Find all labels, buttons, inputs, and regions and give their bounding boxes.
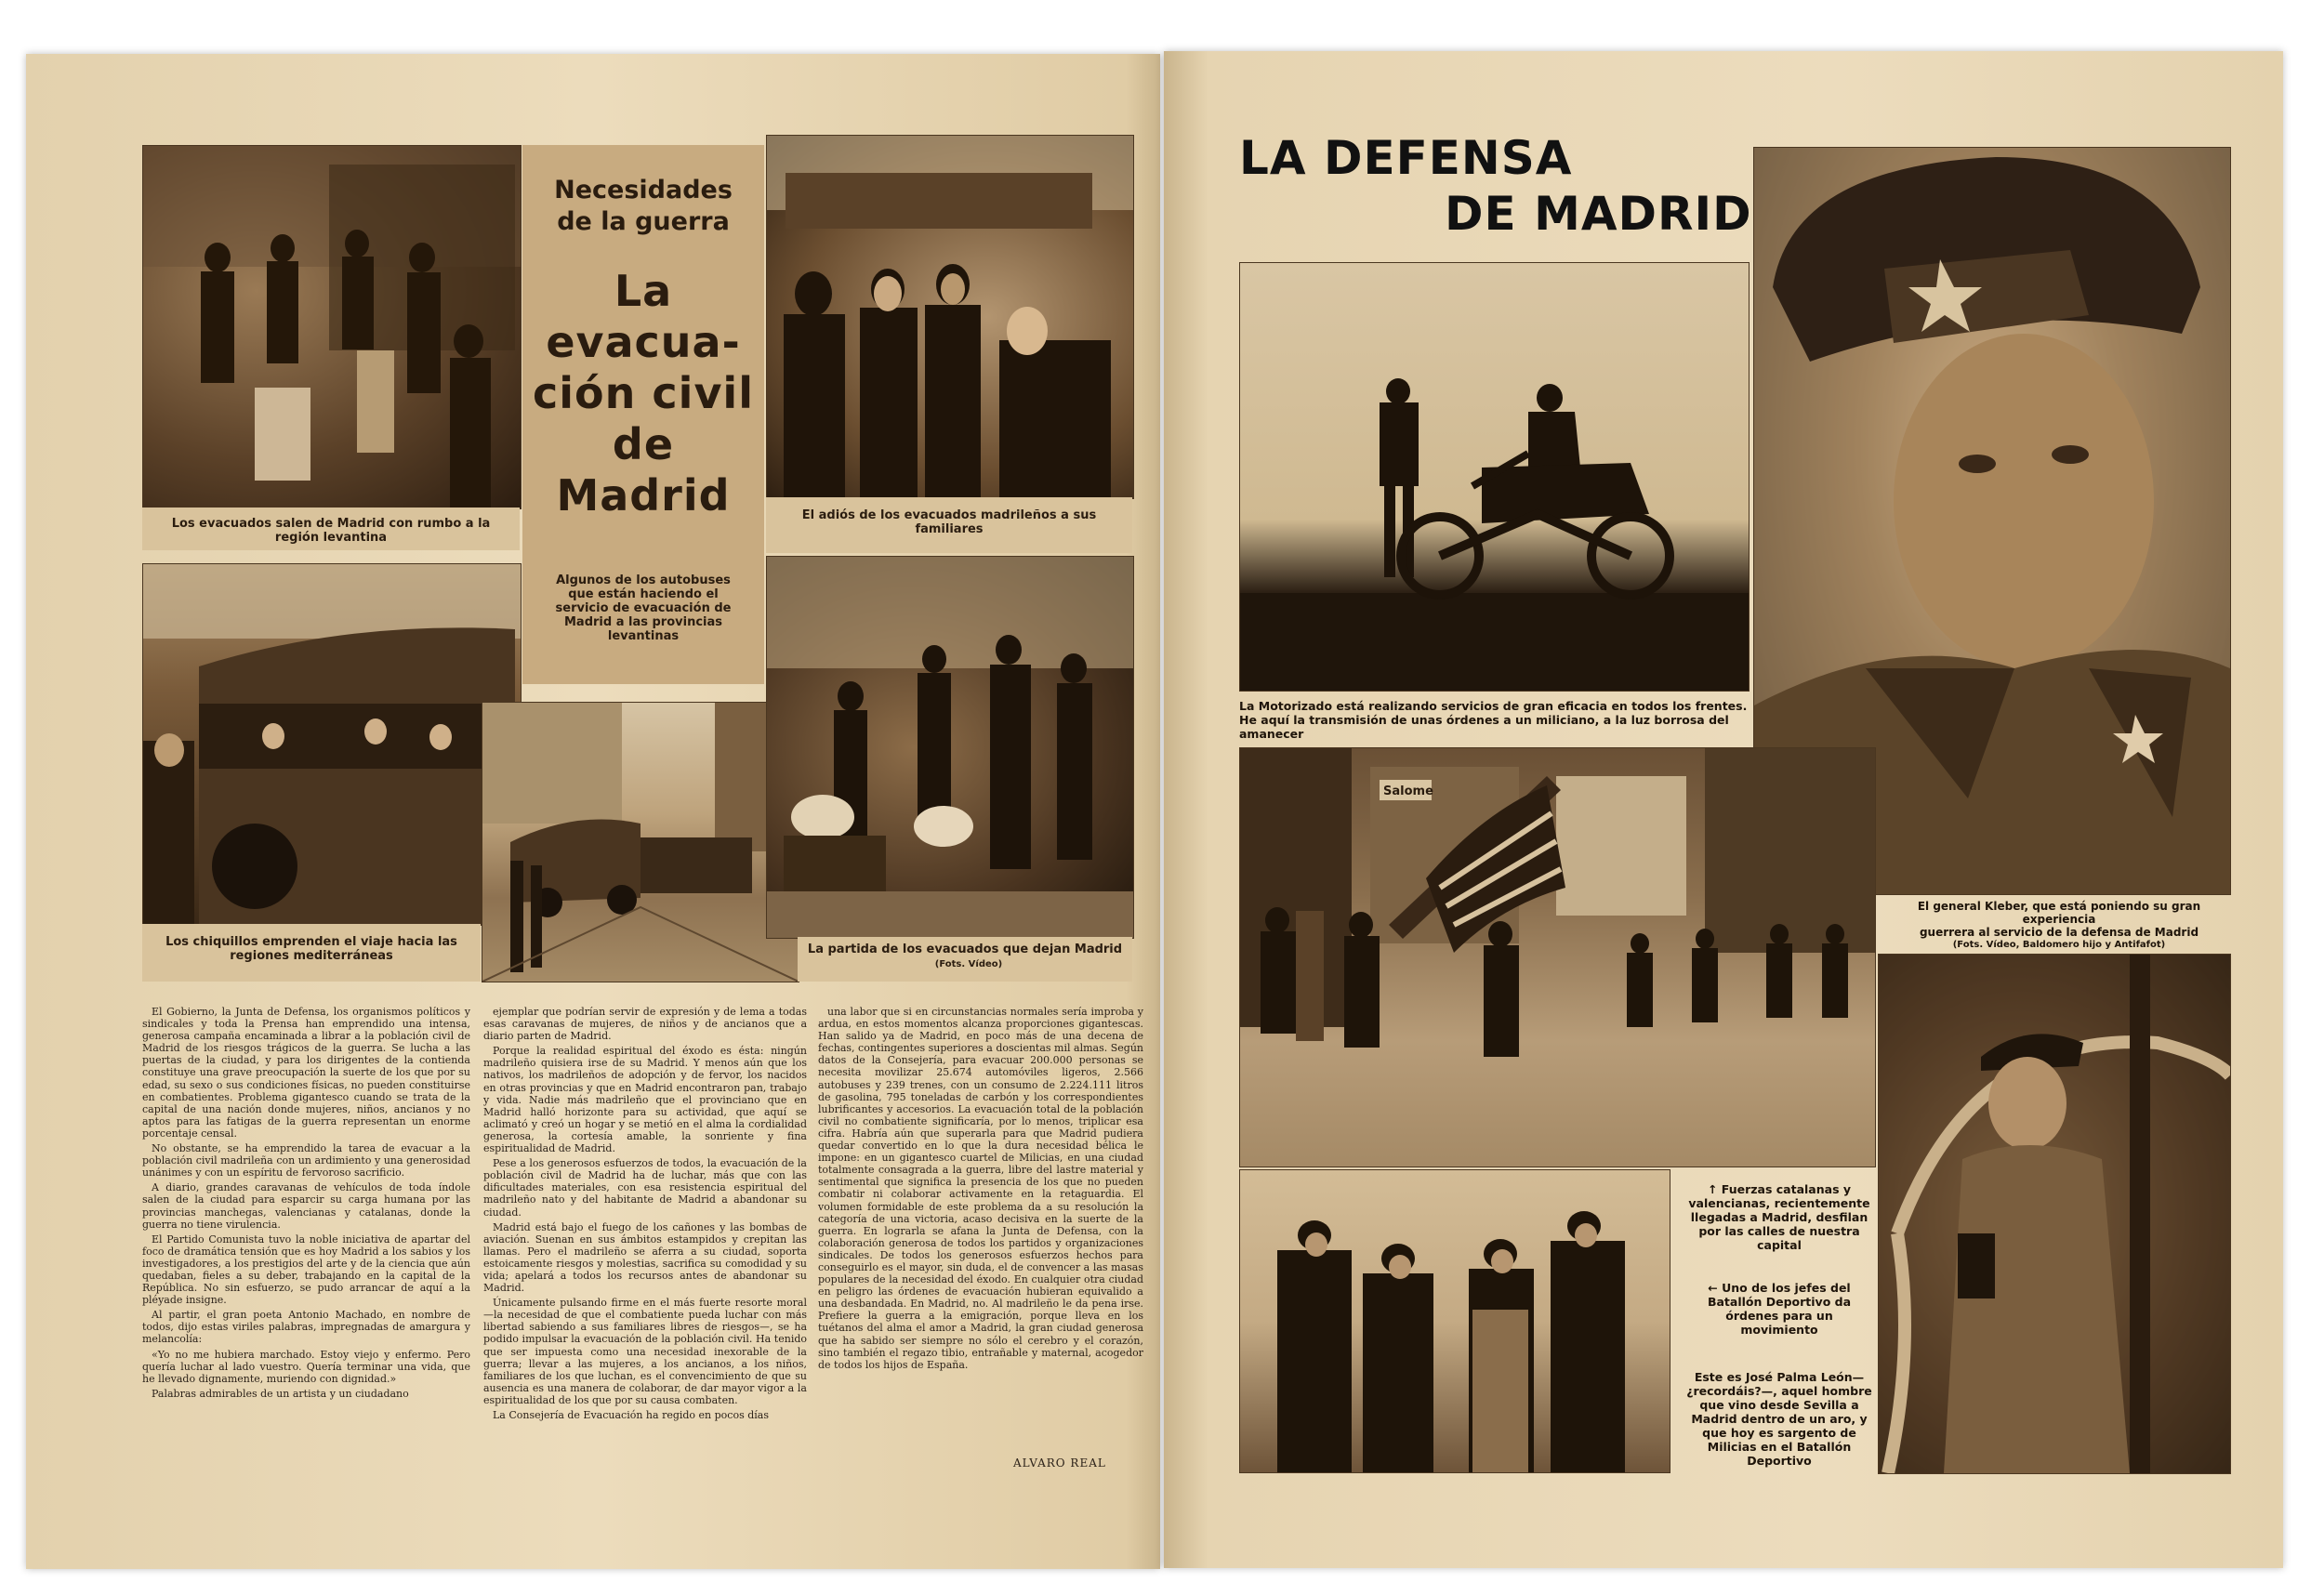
caption-photo5-text: La partida de los evacuados que dejan Madrid — [807, 942, 1123, 956]
article-paragraph: La Consejería de Evacuación ha regido en pocos días — [493, 1409, 769, 1421]
article-paragraph: El Gobierno, la Junta de Defensa, los organismos políticos y sindicales y toda la Prensa han emprendido una intensa, generosa campaña encaminada a librar a la población civil de Madrid de los riesgos trágicos de la guerra. Se lucha a las puertas de la ciudad, y para los dirigentes de la contienda constituye una grave preocupación la suerte de los que por su edad, su sexo o sus condiciones físicas, no pueden constituirse en combatientes. Problema gigantesco cuando se trata de la capital de una nación donde mujeres, niños, ancianos y no aptos para las fatigas de la guerra representan un enorme porcentaje censal. — [142, 1006, 470, 1140]
caption-photo3: Los chiquillos emprenden el viaje hacia las regiones mediterráneas — [142, 924, 481, 982]
article-paragraph: Palabras admirables de un artista y un ciudadano — [152, 1387, 409, 1400]
photo-departure-luggage — [766, 556, 1134, 939]
caption-palma: Este es José Palma León—¿recordáis?—, aquel hombre que vino desde Sevilla a Madrid dentro de un aro, y que hoy es sargento de Milicias en el Batallón Deportivo — [1686, 1370, 1872, 1468]
title-line2: evacua- — [546, 317, 741, 367]
article-paragraph: Al partir, el gran poeta Antonio Machado, en nombre de todos, dijo estas viriles palabras, impregnadas de amargura y melancolía: — [142, 1309, 470, 1346]
kicker-line2: de la guerra — [557, 207, 730, 236]
caption-motorcycle: La Motorizado está realizando servicios de gran eficacia en todos los frentes. He aquí la transmisión de unas órdenes a un miliciano, a la luz borrosa del amanecer — [1239, 699, 1748, 741]
article-paragraph: Pese a los generosos esfuerzos de todos, la evacuación de la población civil de Madrid ha de luchar, más que con las dificultades materiales, con esa resistencia espiritual del madrileño nato y del habitante de Madrid a abandonar su ciudad. — [483, 1157, 807, 1219]
title-line3: ción civil — [533, 368, 754, 418]
caption-kleber-line1: El general Kleber, que está poniendo su gran experiencia — [1917, 900, 2201, 926]
kicker-line1: Necesidades — [554, 176, 733, 204]
arrow-left-icon: ← — [1708, 1281, 1723, 1295]
photo-motorcycle — [1239, 262, 1750, 692]
article-paragraph: ejemplar que podrían servir de expresión y de lema a todas esas caravanas de mujeres, de niños y de ancianos que a diario parten de Madrid. — [483, 1006, 807, 1043]
caption-jefes-text: Uno de los jefes del Batallón Deportivo da órdenes para un movimiento — [1707, 1281, 1852, 1337]
article-paragraph: El Partido Comunista tuvo la noble iniciativa de apartar del foco de dramática tensión que es hoy Madrid a los sabios y los investigadores, a los prestigios del arte y de la ciencia que aún quedaban, fieles a su deber, trabajando en la capital de la República. No sin esfuerzo, se pudo arrancar de aquí a la pléyade insigne. — [142, 1232, 470, 1307]
caption-kleber — [1887, 900, 2231, 952]
caption-fuerzas-text: Fuerzas catalanas y valencianas, recientemente llegadas a Madrid, desfilan por las calles de nuestra capital — [1688, 1182, 1870, 1252]
article-paragraph: Porque la realidad espiritual del éxodo es ésta: ningún madrileño quisiera irse de su Madrid. Y menos aún que los nativos, los madrileños de adopción y de fervor, los nacidos en otras provincias y que en Madrid encontraron pan, trabajo y vida. Nadie más madrileño que el provinciano que en Madrid halló horizonte para su actividad, que aquí se aclimató y creó un hogar y se metió en el alma la cordialidad generosa, la cortesía amable, la sonriente y fina espiritualidad de Madrid. — [483, 1045, 807, 1155]
photo-bus-children — [142, 563, 522, 926]
title-line5: Madrid — [556, 470, 731, 521]
title-line1: La — [614, 266, 673, 316]
photo-palma-leon — [1878, 954, 2231, 1474]
shop-sign-text: Salome — [1383, 784, 1433, 798]
caption-photo1: Los evacuados salen de Madrid con rumbo a la región levantina — [142, 508, 520, 550]
right-title-line1: LA DEFENSA — [1239, 131, 1573, 185]
caption-fuerzas — [1686, 1182, 1872, 1252]
caption-photo5-credit: (Fots. Vídeo) — [934, 959, 1003, 969]
right-title-line2: DE MADRID — [1445, 187, 1752, 241]
article-paragraph: Únicamente pulsando firme en el más fuerte resorte moral—la necesidad de que el combatiente pueda luchar con más libertad sabiendo a sus familiares libres de riesgos—, se ha podido impulsar la evacuación de la población civil. Ha tenido que ser impuesta como una necesidad inexorable de la guerra; llevar a las mujeres, a los ancianos, a los niños, familiares de los que luchan, es el convencimiento de que su ausencia es una manera de colaborar, de dar mayor vigor a la espiritualidad de los que por su causa combaten. — [483, 1297, 807, 1406]
title-line4: de — [612, 419, 675, 469]
caption-kleber-line2: guerrera al servicio de la defensa de Madrid — [1919, 926, 2199, 939]
caption-photo2: El adiós de los evacuados madrileños a sus familiares — [766, 497, 1132, 553]
photo-battalion-chiefs — [1239, 1169, 1670, 1473]
article-paragraph: una labor que si en circunstancias normales sería improba y ardua, en estos momentos alcanza proporciones gigantescas. Han salido ya de Madrid, en poco más de una decena de fechas, contingentes superiores a doscientas mil almas. Según datos de la Consejería, para evacuar 200.000 personas se necesita movilizar 25.674 automóviles ligeros, 2.566 autobuses y 239 trenes, con un consumo de 2.224.111 litros de gasolina, 795 toneladas de carbón y los correspondientes lubrificantes y accesorios. La evacuación total de la población civil no combatiente significaría, por lo menos, triplicar esa cifra. Habría aún que superarla para que Madrid pudiera quedar convertido en lo que la dura necesidad bélica le impone: en un gigantesco cuartel de Milicias, en una ciudad totalmente consagrada a la guerra, libre del lastre material y sentimental que significa la presencia de los que no pueden combatir ni colaborar activamente en la retaguardia. El volumen formidable de este problema da a su resolución la categoría de una victoria, acaso decisiva en la suerte de la guerra. En lograrla se afana la Junta de Defensa, con la colaboración generosa de todos los partidos y organizaciones sindicales. De todos los generosos esfuerzos hechos para conseguirlo es el mayor, sin duda, el de convencer a las masas populares de la necesidad del éxodo. En cualquier otra ciudad en peligro las órdenes de evacuación hubieran equivalido a una desbandada. En Madrid, no. Al madrileño le da pena irse. Prefiere la guerra a la emigración, porque lleva en los tuétanos del alma el amor a Madrid, la gran ciudad generosa que ha sabido ser siempre no sólo el cerebro y el corazón, sino también el regazo tibio, entrañable y maternal, acogedor de todos los hijos de España. — [818, 1006, 1143, 1371]
arrow-up-icon: ↑ — [1707, 1182, 1722, 1196]
caption-kleber-credit: (Fots. Vídeo, Baldomero hijo y Antifafot) — [1952, 940, 2166, 950]
photo-evacuees-truck — [142, 145, 522, 509]
article-header — [522, 145, 764, 684]
caption-photo5 — [798, 937, 1132, 982]
article-column-3 — [818, 1006, 1143, 1461]
header-subcaption: Algunos de los autobuses que están haciendo el servicio de evacuación de Madrid a las provincias levantinas — [555, 573, 732, 643]
article-column-1 — [142, 1006, 470, 1484]
article-column-2 — [483, 1006, 807, 1484]
article-signature: ALVARO REAL — [1013, 1457, 1106, 1470]
photo-farewell — [766, 135, 1134, 499]
caption-jefes — [1686, 1281, 1872, 1337]
photo-parade — [1239, 747, 1876, 1167]
article-paragraph: «Yo no me hubiera marchado. Estoy viejo y enfermo. Pero quería luchar al lado vuestro. Quería terminar una vida, que he llevado dignamente, muriendo con dignidad.» — [142, 1348, 470, 1385]
article-paragraph: A diario, grandes caravanas de vehículos de toda índole salen de la ciudad para esparcir su carga humana por las provincias manchegas, valencianas y catalanas, donde la guerra no tiene virulencia. — [142, 1181, 470, 1231]
article-paragraph: Madrid está bajo el fuego de los cañones y las bombas de aviación. Suenan en sus ámbitos estampidos y crepitan las llamas. Pero el madrileño se aferra a su ciudad, soporta estoicamente riesgos y molestias, sacrifica su comodidad y su vida; apelará a todos los recursos antes de abandonar su Madrid. — [483, 1220, 807, 1295]
photo-buses-street — [482, 702, 799, 982]
article-paragraph: No obstante, se ha emprendido la tarea de evacuar a la población civil madrileña con un ardimiento y una generosidad unánimes y con un espíritu de fervoroso sacrificio. — [142, 1142, 470, 1180]
